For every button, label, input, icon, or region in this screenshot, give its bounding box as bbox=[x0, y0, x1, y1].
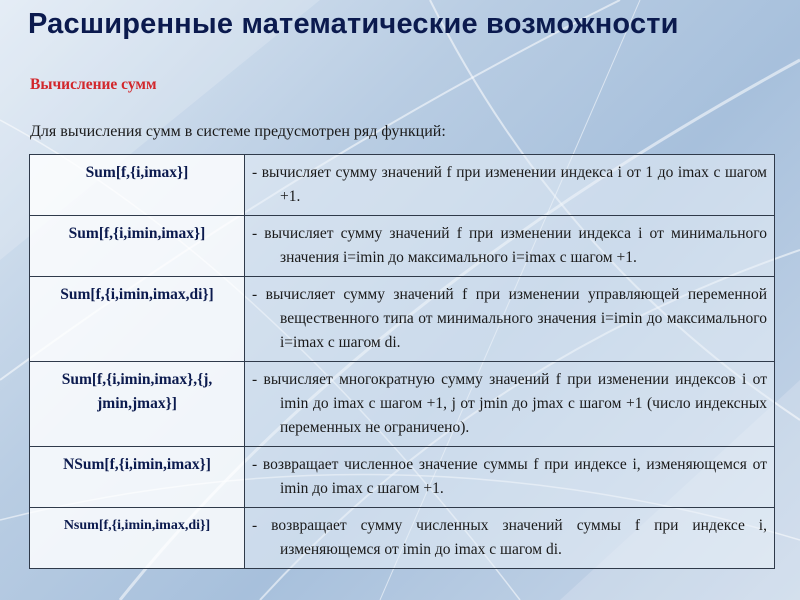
function-description: - возвращает сумму численных значений суммы f при индексе i, изменяющемся от imin до imax с шагом di. bbox=[245, 508, 775, 569]
function-name: Sum[f,{i,imin,imax},{j, jmin,jmax}] bbox=[30, 362, 245, 447]
function-description: - вычисляет сумму значений f при изменении управляющей переменной вещественного типа от минимального значения i=imin до максимального i=imax с шагом di. bbox=[245, 277, 775, 362]
function-name: NSum[f,{i,imin,imax}] bbox=[30, 447, 245, 508]
function-name: Sum[f,{i,imin,imax}] bbox=[30, 216, 245, 277]
table-row bbox=[30, 508, 775, 569]
table-row bbox=[30, 362, 775, 447]
table-row bbox=[30, 155, 775, 216]
function-description: - возвращает численное значение суммы f при индексе i, изменяющемся от imin до imax с шагом +1. bbox=[245, 447, 775, 508]
function-description: - вычисляет сумму значений f при изменении индекса i от 1 до imax с шагом +1. bbox=[245, 155, 775, 216]
table-row bbox=[30, 447, 775, 508]
section-subtitle: Вычисление сумм bbox=[30, 76, 157, 93]
page-title: Расширенные математические возможности bbox=[28, 8, 679, 40]
functions-table bbox=[29, 154, 775, 569]
table-row bbox=[30, 216, 775, 277]
table-row bbox=[30, 277, 775, 362]
intro-text: Для вычисления сумм в системе предусмотрен ряд функций: bbox=[30, 123, 446, 140]
function-name: Nsum[f,{i,imin,imax,di}] bbox=[30, 508, 245, 569]
function-description: - вычисляет сумму значений f при изменении индекса i от минимального значения i=imin до максимального i=imax с шагом +1. bbox=[245, 216, 775, 277]
function-name: Sum[f,{i,imin,imax,di}] bbox=[30, 277, 245, 362]
function-description: - вычисляет многократную сумму значений f при изменении индексов i от imin до imax с шагом +1, j от jmin до jmax с шагом +1 (число индексных переменных не ограничено). bbox=[245, 362, 775, 447]
function-name: Sum[f,{i,imax}] bbox=[30, 155, 245, 216]
